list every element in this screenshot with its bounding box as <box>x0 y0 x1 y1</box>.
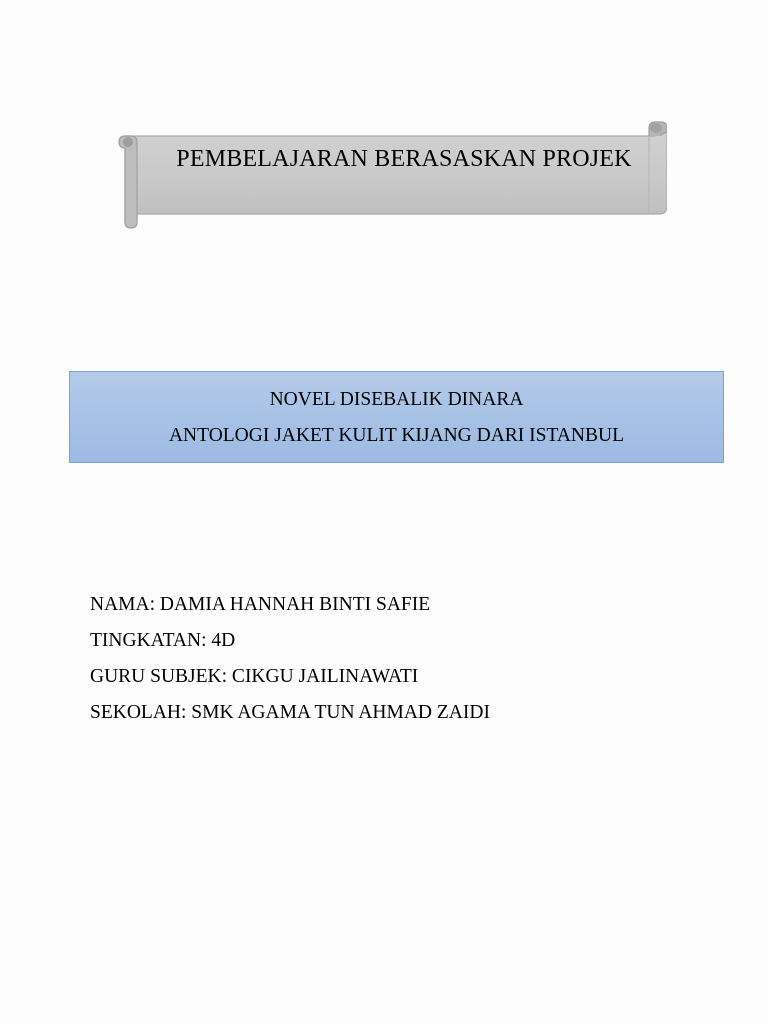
title-scroll-banner <box>115 118 667 232</box>
banner-title: PEMBELAJARAN BERASASKAN PROJEK <box>176 146 632 172</box>
novel-title-box <box>69 371 724 463</box>
antologi-title-line: ANTOLOGI JAKET KULIT KIJANG DARI ISTANBUL <box>168 425 625 446</box>
sekolah-line: SEKOLAH: SMK AGAMA TUN AHMAD ZAIDI <box>90 702 490 723</box>
tingkatan-line: TINGKATAN: 4D <box>90 630 236 651</box>
novel-title-line: NOVEL DISEBALIK DINARA <box>269 389 524 410</box>
student-details <box>90 587 690 731</box>
nama-line: NAMA: DAMIA HANNAH BINTI SAFIE <box>90 594 431 615</box>
scroll-shape <box>115 118 667 232</box>
guru-subjek-line: GURU SUBJEK: CIKGU JAILINAWATI <box>90 666 419 687</box>
